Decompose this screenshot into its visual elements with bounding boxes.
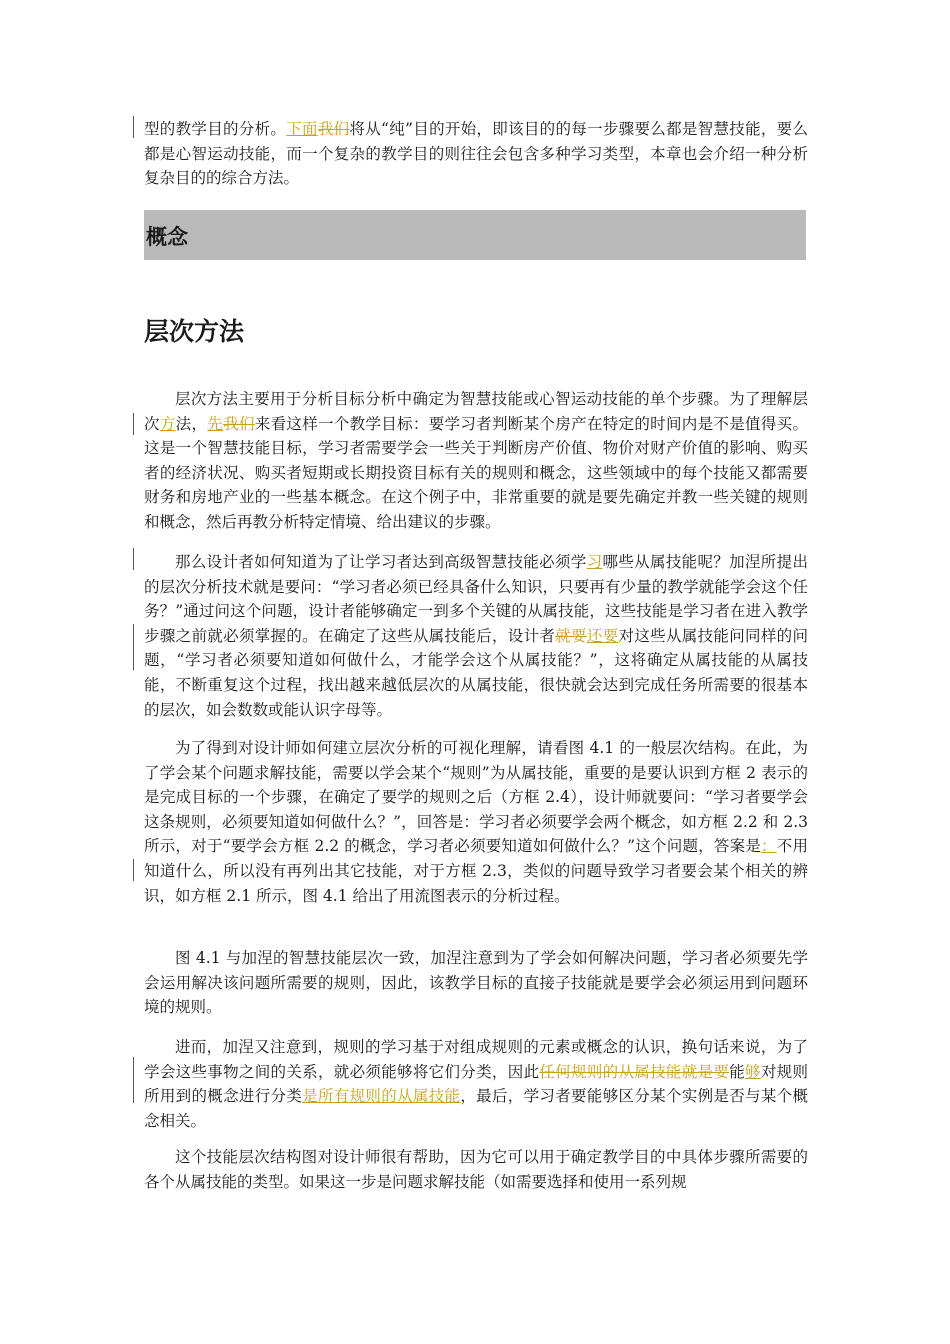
change-bar <box>133 859 134 881</box>
inserted-text: 先 <box>207 414 224 433</box>
paragraph-4: 图 4.1 与加涅的智慧技能层次一致，加涅注意到为了学会如何解决问题，学习者必须要先学会运用解决该问题所需要的规则，因此，该教学目标的直接子技能就是要学会必须运用到问题环境的规则。 <box>144 949 808 1017</box>
inserted-text: ： <box>761 837 777 856</box>
inserted-text: 方 <box>159 414 176 433</box>
paragraph-2: 那么设计者如何知道为了让学习者达到高级智慧技能必须学习哪些从属技能呢？加涅所提出的层次分析技术就是要问：“学习者必须已经具备什么知识，只要再有少量的教学就能学会这个任务？”通过问这个问题，设计者能够确定一到多个关键的从属技能，这些技能是学习者在进入教学步骤之前就必须掌握的。在确定了这些从属技能后，设计者就要还要对这些从属技能问同样的问题，“学习者必须要知道如何做什么，才能学会这个从属技能？”，这将确定从属技能的从属技能，不断重复这个过程，找出越来越低层次的从属技能，很快就会达到完成任务所需要的很基本的层次，如会数数或能认识字母等。 <box>144 553 808 719</box>
deleted-text: 就要 <box>555 626 587 645</box>
paragraph-6: 这个技能层次结构图对设计师很有帮助，因为它可以用于确定教学目的中具体步骤所需要的各个从属技能的类型。如果这一步是问题求解技能（如需要选择和使用一系列规 <box>144 1148 808 1191</box>
inserted-text: 还要 <box>586 626 619 645</box>
inserted-text: 够 <box>745 1062 761 1081</box>
change-bar <box>133 624 134 670</box>
deleted-text: 我们 <box>317 120 350 138</box>
section-band <box>144 210 806 260</box>
paragraph-3: 为了得到对设计师如何建立层次分析的可视化理解，请看图 4.1 的一般层次结构。在此，为了学会某个问题求解技能，需要以学会某个“规则”为从属技能，重要的是要认识到方框 2 表示的是完成目标的一个步骤，在确定了要学的规则之后（方框 2.4），设计师就要问：“学习者要学会这条规则，必须要知道如何做什么？”，回答是：学习者必须要学会两个概念，如方框 2.2 和 2.3 所示，对于“要学会方框 2.2 的概念，学习者必须要知道如何做什么？”这个问题，答案是：不用知道什么，所以没有再列出其它技能，对于方框 2.3，类似的问题导致学习者要会某个相关的辨识，如方框 2.1 所示，图 4.1 给出了用流图表示的分析过程。 <box>144 739 808 905</box>
change-bar <box>133 548 134 570</box>
paragraph-1: 层次方法主要用于分析目标分析中确定为智慧技能或心智运动技能的单个步骤。为了理解层次方法，先我们来看这样一个教学目标：要学习者判断某个房产在特定的时间内是不是值得买。这是一个智慧技能目标，学习者需要学会一些关于判断房产价值、物价对财产价值的影响、购买者的经济状况、购买者短期或长期投资目标有关的规则和概念，这些领域中的每个技能又都需要财务和房地产业的一些基本概念。在这个例子中，非常重要的就是要先确定并教一些关键的规则和概念，然后再教分析特定情境、给出建议的步骤。 <box>144 390 808 531</box>
deleted-text: 任何规则的从属技能就是要 <box>539 1062 730 1081</box>
change-bar <box>133 1057 134 1103</box>
change-bar <box>133 413 134 435</box>
page-heading: 层次方法 <box>144 317 245 346</box>
inserted-text: 下面 <box>286 120 318 138</box>
change-bar <box>133 116 134 138</box>
inserted-text: 习 <box>586 553 603 571</box>
section-title: 概念 <box>146 225 188 249</box>
paragraph-5: 进而，加涅又注意到，规则的学习基于对组成规则的元素或概念的认识，换句话来说，为了学会这些事物之间的关系，就必须能够将它们分类，因此任何规则的从属技能就是要能够对规则所用到的概念进行分类是所有规则的从属技能，最后，学习者要能够区分某个实例是否与某个概念相关。 <box>144 1038 808 1130</box>
deleted-text: 我们 <box>223 414 255 433</box>
paragraph-intro: 型的教学目的分析。下面我们将从“纯”目的开始，即该目的的每一步骤要么都是智慧技能，要么都是心智运动技能，而一个复杂的教学目的则往往会包含多种学习类型，本章也会介绍一种分析复杂目的的综合方法。 <box>144 120 808 188</box>
inserted-text: 是所有规则的从属技能 <box>302 1087 461 1106</box>
